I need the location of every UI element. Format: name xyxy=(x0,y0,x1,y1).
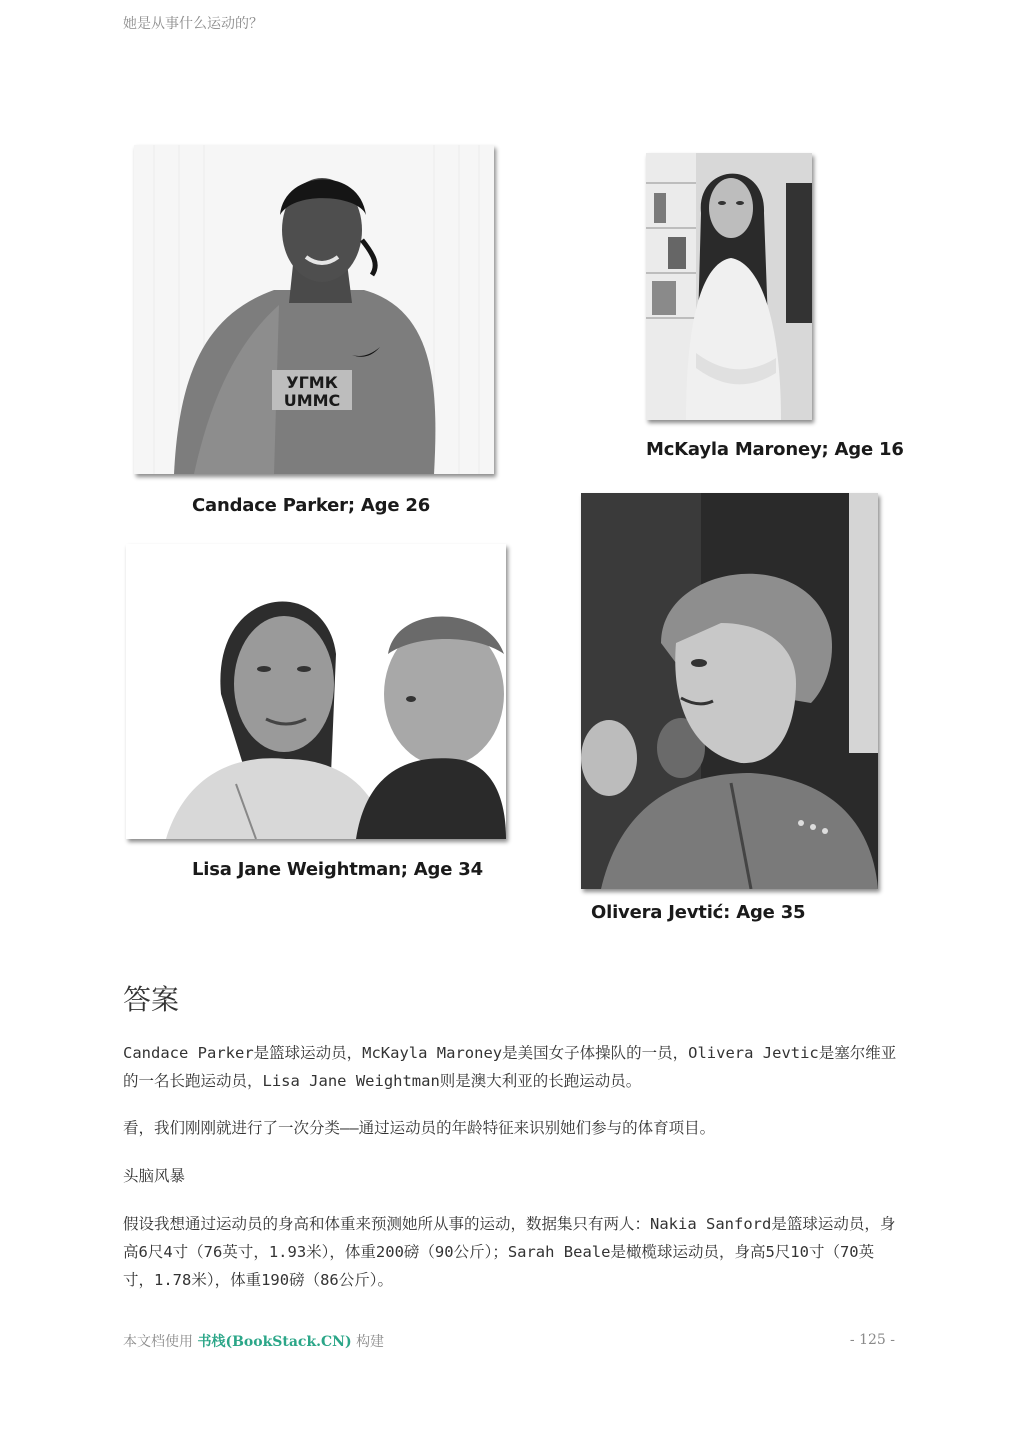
page-number: - 125 - xyxy=(849,1332,895,1348)
shirt-logo-text-2: UMMC xyxy=(283,391,341,410)
paragraph-brainstorm-label: 头脑风暴 xyxy=(123,1167,186,1185)
footer-credit xyxy=(123,1331,384,1351)
paragraph-brainstorm-body: 假设我想通过运动员的身高和体重来预测她所从事的运动，数据集只有两人：Nakia Sanford是篮球运动员，身高6尺4寸（76英寸，1.93米），体重200磅（90公斤）；Sarah Beale是橄榄球运动员，身高5尺10寸（70英寸，1.78米），体重190磅（86公斤）。 xyxy=(123,1215,896,1289)
shirt-logo-text-1: УГМК xyxy=(286,373,338,392)
footer-prefix: 本文档使用 xyxy=(123,1334,193,1350)
paragraph-answer: Candace Parker是篮球运动员，McKayla Maroney是美国女子体操队的一员，Olivera Jevtic是塞尔维亚的一名长跑运动员，Lisa Jane Weightman则是澳大利亚的长跑运动员。 xyxy=(123,1044,897,1090)
photo-olivera-jevtic xyxy=(581,493,878,889)
caption-mckayla-maroney: McKayla Maroney; Age 16 xyxy=(646,439,904,460)
photo-mckayla-maroney xyxy=(646,153,812,420)
photo-lisa-jane-weightman xyxy=(126,544,506,839)
running-header: 她是从事什么运动的？ xyxy=(123,16,263,32)
paragraph-classification-note: 看，我们刚刚就进行了一次分类——通过运动员的年龄特征来识别她们参与的体育项目。 xyxy=(123,1119,716,1137)
caption-candace-parker: Candace Parker; Age 26 xyxy=(192,495,431,516)
photo-candace-parker xyxy=(134,145,494,474)
footer-suffix: 构建 xyxy=(356,1334,385,1350)
caption-lisa-jane-weightman: Lisa Jane Weightman; Age 34 xyxy=(192,859,483,880)
section-heading-answer: 答案 xyxy=(123,983,180,1016)
footer-bookstack-link[interactable]: 书栈(BookStack.CN) xyxy=(197,1334,352,1350)
caption-olivera-jevtic: Olivera Jevtić: Age 35 xyxy=(591,902,806,923)
